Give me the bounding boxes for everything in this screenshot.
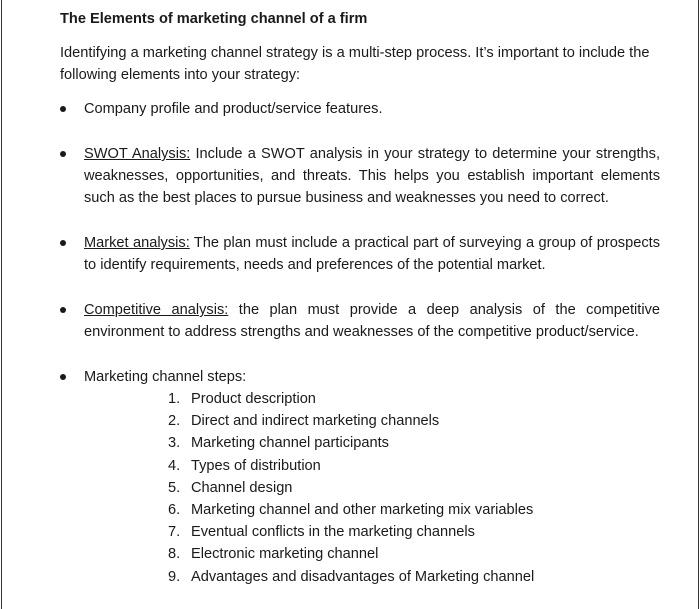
list-item-term: SWOT Analysis: (84, 146, 191, 162)
step-number: 1. (168, 391, 181, 407)
intro-paragraph: Identifying a marketing channel strategy is a multi-step process. It’s important to include the following elements into your strategy: (60, 45, 650, 83)
step-number: 9. (168, 568, 181, 585)
elements-list (60, 98, 660, 588)
list-item-term: Competitive analysis: (84, 302, 229, 318)
list-item-company-profile (60, 98, 660, 120)
list-item-swot (60, 143, 660, 209)
list-item-text: the plan must provide a deep analysis of the competitive environment to address strengths and weaknesses of the competitive product/service. (84, 302, 660, 340)
document-page (60, 8, 660, 588)
step-number: 2. (168, 413, 181, 430)
step-text: Product description (191, 391, 316, 407)
step-number: 7. (168, 524, 181, 541)
step-number: 6. (168, 502, 181, 519)
step-text: Marketing channel participants (191, 435, 389, 452)
page-border-left (1, 0, 2, 609)
list-item-text: Company profile and product/service features. (84, 101, 383, 117)
step-item (168, 388, 660, 410)
step-item (168, 543, 660, 565)
list-item-text: Marketing channel steps: (84, 369, 247, 385)
step-text: Channel design (191, 479, 293, 496)
step-text: Marketing channel and other marketing mix variables (191, 502, 534, 519)
step-text: Advantages and disadvantages of Marketing channel (191, 568, 535, 585)
step-item (168, 521, 660, 543)
list-item-text: Include a SWOT analysis in your strategy to determine your strengths, weaknesses, opportunities, and threats. This helps you establish important elements such as the best places to pursue business and weaknesses you need to correct. (84, 146, 660, 206)
list-item-market-analysis (60, 232, 660, 276)
step-item (168, 566, 660, 588)
list-item-term: Market analysis: (84, 235, 190, 251)
step-item (168, 477, 660, 499)
page-border-right (698, 0, 699, 609)
step-text: Electronic marketing channel (191, 546, 379, 563)
bullet-icon (60, 106, 66, 112)
step-text: Eventual conflicts in the marketing channels (191, 524, 475, 541)
channel-steps-list (84, 388, 660, 588)
step-item (168, 410, 660, 432)
list-item-competitive-analysis (60, 299, 660, 343)
step-number: 3. (168, 435, 181, 452)
step-number: 5. (168, 479, 181, 496)
bullet-icon (60, 240, 66, 246)
step-number: 4. (168, 457, 181, 474)
step-text: Types of distribution (191, 457, 321, 474)
bullet-icon (60, 374, 66, 380)
step-number: 8. (168, 546, 181, 563)
list-item-channel-steps (60, 366, 660, 588)
step-item (168, 432, 660, 454)
bullet-icon (60, 151, 66, 157)
step-item (168, 455, 660, 477)
step-item (168, 499, 660, 521)
step-text: Direct and indirect marketing channels (191, 413, 440, 430)
list-item-text: The plan must include a practical part of surveying a group of prospects to identify requirements, needs and preferences of the potential market. (84, 235, 660, 273)
bullet-icon (60, 307, 66, 313)
document-title: The Elements of marketing channel of a firm (60, 11, 368, 27)
